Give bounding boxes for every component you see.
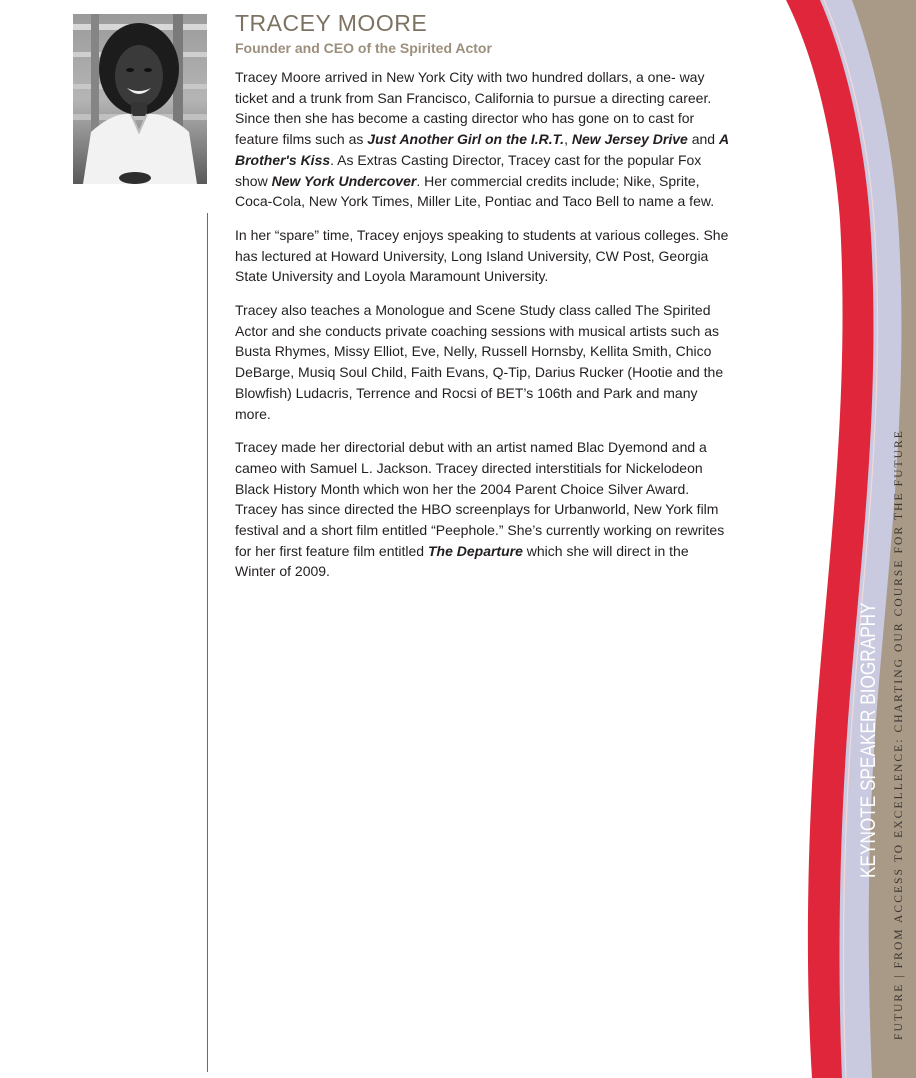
film-title: New Jersey Drive [571,131,688,148]
section-label: KEYNOTE SPEAKER BIOGRAPHY [857,602,880,878]
speaker-photo [73,14,207,184]
bio-content [235,9,730,595]
film-title: A Brother's Kiss [235,131,729,168]
bio-paragraph-2: In her “spare” time, Tracey enjoys speaking to students at various colleges. She has lectured at Howard University, Long Island University, CW Post, Georgia State University and Loyola Maramount University. [235,226,729,285]
portrait-image [73,14,207,184]
bio-paragraph-3: Tracey also teaches a Monologue and Scene Study class called The Spirited Actor and she conducts private coaching sessions with musical artists such as Busta Rhymes, Missy Elliot, Eve, Nelly, Russell Hornsby, Kellita Smith, Chico DeBarge, Musiq Soul Child, Faith Evans, Q-Tip, Darius Rucker (Hootie and the Blowfish) Ludacris, Terrence and Rocsi of BET’s 106th and Park and many more. [235,302,724,422]
film-title: Just Another Girl on the I.R.T. [367,131,565,148]
speaker-title: Founder and CEO of the Spirited Actor [235,40,492,56]
bio-paragraph-4: Tracey made her directorial debut with an artist named Blac Dyemond and a cameo with Samuel L. Jackson. Tracey directed interstitials for Nickelodeon Black History Month which won her the 2004 Parent Choice Silver Award. Tracey has since directed the HBO screenplays for Urbanworld, New York film festival and a short film entitled “Peephole.” She’s currently working on rewrites for her first feature film entitled The Departure which she will direct in the Winter of 2009. [235,439,725,580]
film-title: The Departure [427,542,523,559]
tagline: FUTURE | FROM ACCESS TO EXCELLENCE: CHARTING OUR COURSE FOR THE FUTURE [893,429,905,1040]
speaker-name: TRACEY MOORE [235,10,428,36]
show-title: New York Undercover [271,172,417,189]
bio-paragraph-1: Tracey Moore arrived in New York City with two hundred dollars, a one- way ticket and a trunk from San Francisco, California to pursue a directing career. Since then she has become a casting director who has gone on to cast for feature films such as Just Another Girl on the I.R.T., New Jersey Drive and A Brother's Kiss. As Extras Casting Director, Tracey cast for the popular Fox show New York Undercover. Her commercial credits include; Nike, Sprite, Coca-Cola, New York Times, Miller Lite, Pontiac and Taco Bell to name a few. [235,69,729,210]
column-divider [207,213,208,1072]
